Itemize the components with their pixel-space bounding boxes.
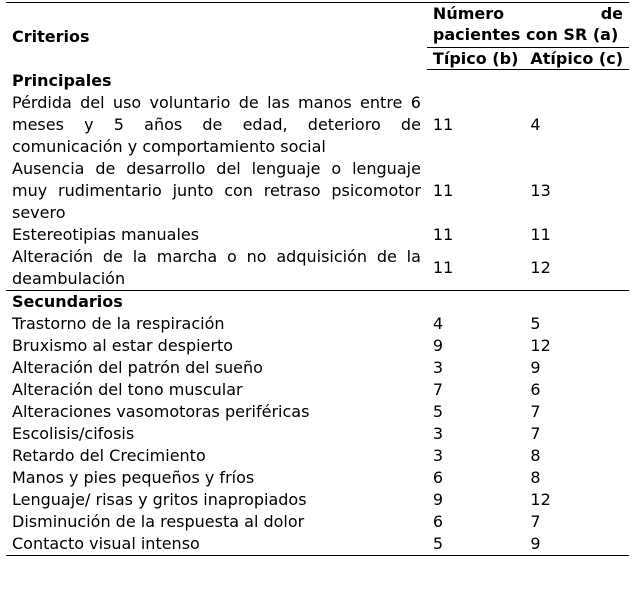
section-title-row [6, 70, 629, 93]
table-row [6, 467, 629, 489]
criterion-cell: Alteraciones vasomotoras periféricas [12, 402, 310, 421]
typical-count-cell: 3 [432, 358, 444, 377]
atypical-count-cell: 12 [530, 258, 551, 277]
atypical-count-cell: 6 [530, 380, 541, 399]
table-row [6, 401, 629, 423]
table-row [6, 246, 629, 291]
atypical-count-cell: 8 [530, 468, 541, 487]
table-row [6, 224, 629, 246]
typical-count-cell: 3 [432, 424, 444, 443]
criterion-cell: Disminución de la respuesta al dolor [12, 512, 305, 531]
atypical-count-cell: 9 [524, 533, 629, 556]
atypical-header: Atípico (c) [524, 48, 629, 70]
table-row [6, 357, 629, 379]
atypical-count-cell: 12 [530, 336, 551, 355]
criterion-cell: Trastorno de la respiración [12, 314, 225, 333]
criterion-cell: Escolisis/cifosis [12, 424, 135, 443]
atypical-count-cell: 7 [530, 424, 541, 443]
table-row [6, 92, 629, 158]
table-row [6, 335, 629, 357]
section-title: Principales [12, 71, 112, 90]
typical-count-cell: 3 [432, 446, 444, 465]
table-row [6, 423, 629, 445]
atypical-count-cell: 5 [530, 314, 541, 333]
typical-count-cell: 6 [432, 468, 444, 487]
typical-count-cell: 5 [432, 402, 444, 421]
atypical-count-cell: 4 [530, 115, 541, 134]
table-row [6, 533, 629, 556]
typical-count-cell: 6 [432, 512, 444, 531]
criterion-cell: Retardo del Crecimiento [12, 446, 206, 465]
criterion-cell: Estereotipias manuales [12, 225, 200, 244]
atypical-count-cell: 9 [530, 358, 541, 377]
table-row [6, 511, 629, 533]
atypical-count-cell: 12 [530, 490, 551, 509]
typical-count-cell: 11 [432, 258, 454, 277]
table-body [6, 3, 629, 556]
atypical-count-cell: 11 [530, 225, 551, 244]
typical-count-cell: 5 [427, 533, 524, 556]
header-row [6, 3, 629, 48]
typical-header: Típico (b) [427, 48, 524, 70]
criterion-cell: Alteración del tono muscular [12, 380, 243, 399]
atypical-count-cell: 13 [530, 181, 551, 200]
criterion-cell: Manos y pies pequeños y fríos [12, 468, 255, 487]
typical-count-cell: 4 [432, 314, 444, 333]
section-title: Secundarios [6, 291, 629, 314]
table-row [6, 489, 629, 511]
criterion-cell: Alteración de la marcha o no adquisición de la deambulación [12, 247, 421, 288]
criteria-header: Criterios [6, 3, 427, 70]
typical-count-cell: 11 [432, 115, 454, 134]
atypical-count-cell: 7 [530, 512, 541, 531]
criterion-cell: Ausencia de desarrollo del lenguaje o lenguaje muy rudimentario junto con retraso psicomotor severo [12, 159, 421, 222]
criterion-cell: Pérdida del uso voluntario de las manos entre 6 meses y 5 años de edad, deterioro de comunicación y comportamiento social [12, 93, 421, 156]
atypical-count-cell: 8 [530, 446, 541, 465]
criteria-table [6, 2, 629, 556]
table-row [6, 158, 629, 224]
criterion-cell: Lenguaje/ risas y gritos inapropiados [12, 490, 307, 509]
typical-count-cell: 9 [432, 336, 444, 355]
table-row [6, 379, 629, 401]
typical-count-cell: 11 [432, 225, 454, 244]
patients-group-header: Número de pacientes con SR (a) [427, 3, 629, 48]
atypical-count-cell: 7 [530, 402, 541, 421]
table-row [6, 313, 629, 335]
typical-count-cell: 11 [432, 181, 454, 200]
criterion-cell: Alteración del patrón del sueño [12, 358, 263, 377]
criterion-cell: Bruxismo al estar despierto [12, 336, 234, 355]
typical-count-cell: 9 [432, 490, 444, 509]
typical-count-cell: 7 [432, 380, 444, 399]
section-title-row [6, 291, 629, 314]
table-row [6, 445, 629, 467]
criterion-cell: Contacto visual intenso [6, 533, 427, 556]
